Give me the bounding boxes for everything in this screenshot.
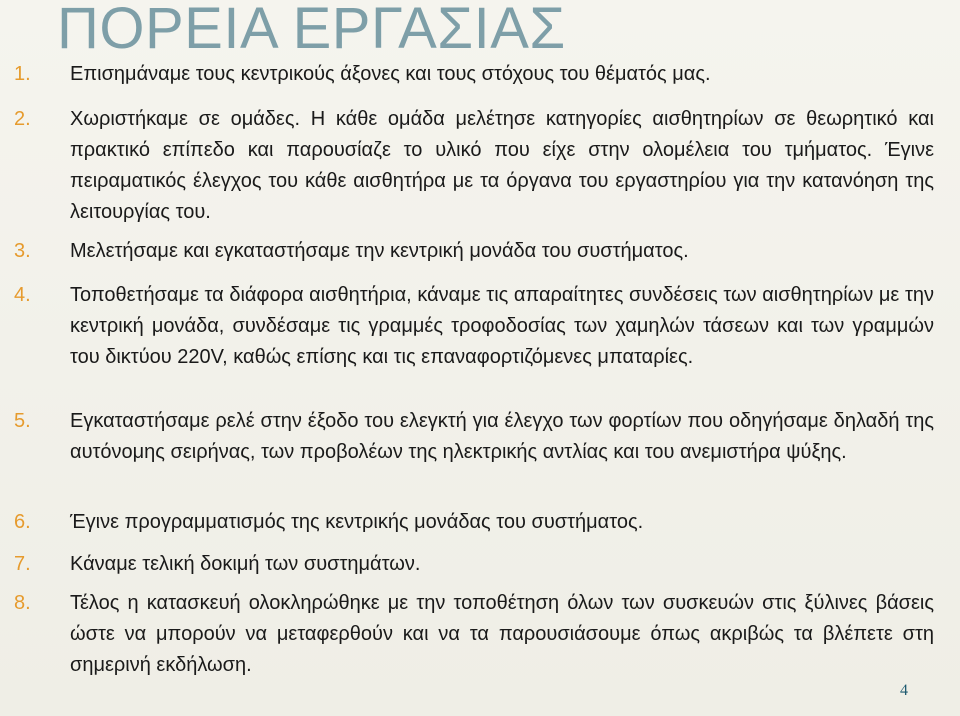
list-item-text: Χωριστήκαμε σε ομάδες. Η κάθε ομάδα μελέτησε κατηγορίες αισθητηρίων σε θεωρητικό και πρακτικό επίπεδο και παρουσίαζε το υλικό που είχε στην ολομέλεια του τμήματος. Έγινε πειραματικός έλεγχος του κάθε αισθητήρα με τα όργανα του εργαστηρίου για την κατανόηση της λειτουργίας του.	[70, 108, 934, 223]
list-item-text: Μελετήσαμε και εγκαταστήσαμε την κεντρική μονάδα του συστήματος.	[70, 240, 689, 262]
list-item-number: 2.	[14, 108, 31, 130]
list-item-text: Κάναμε τελική δοκιμή των συστημάτων.	[70, 553, 421, 575]
list-item-number: 8.	[14, 592, 31, 614]
list-item-text: Τοποθετήσαμε τα διάφορα αισθητήρια, κάναμε τις απαραίτητες συνδέσεις των αισθητηρίων με την κεντρική μονάδα, συνδέσαμε τις γραμμές τροφοδοσίας των χαμηλών τάσεων και των γραμμών του δικτύου 220V, καθώς επίσης και τις επαναφορτιζόμενες μπαταρίες.	[70, 284, 934, 368]
list-item-text: Έγινε προγραμματισμός της κεντρικής μονάδας του συστήματος.	[70, 511, 644, 533]
list-item-text: Εγκαταστήσαμε ρελέ στην έξοδο του ελεγκτή για έλεγχο των φορτίων που οδηγήσαμε δηλαδή της αυτόνομης σειρήνας, των προβολέων της ηλεκτρικής αντλίας και του ανεμιστήρα ψύξης.	[70, 410, 934, 463]
list-item-text: Επισημάναμε τους κεντρικούς άξονες και τους στόχους του θέματός μας.	[70, 63, 711, 85]
list-item-number: 7.	[14, 553, 31, 575]
list-item-number: 4.	[14, 284, 31, 306]
list-item-number: 5.	[14, 410, 31, 432]
page-number: 4	[900, 682, 908, 699]
list-item-number: 3.	[14, 240, 31, 262]
list-item-number: 1.	[14, 63, 31, 85]
list-item-number: 6.	[14, 511, 31, 533]
slide-title: ΠΟΡΕΙΑ ΕΡΓΑΣΙΑΣ	[57, 0, 566, 61]
list-item-text: Τέλος η κατασκευή ολοκληρώθηκε με την τοποθέτηση όλων των συσκευών στις ξύλινες βάσεις ώστε να μπορούν να μεταφερθούν και να τα παρουσιάσουμε όπως ακριβώς τα βλέπετε στη σημερινή εκδήλωση.	[70, 592, 934, 676]
